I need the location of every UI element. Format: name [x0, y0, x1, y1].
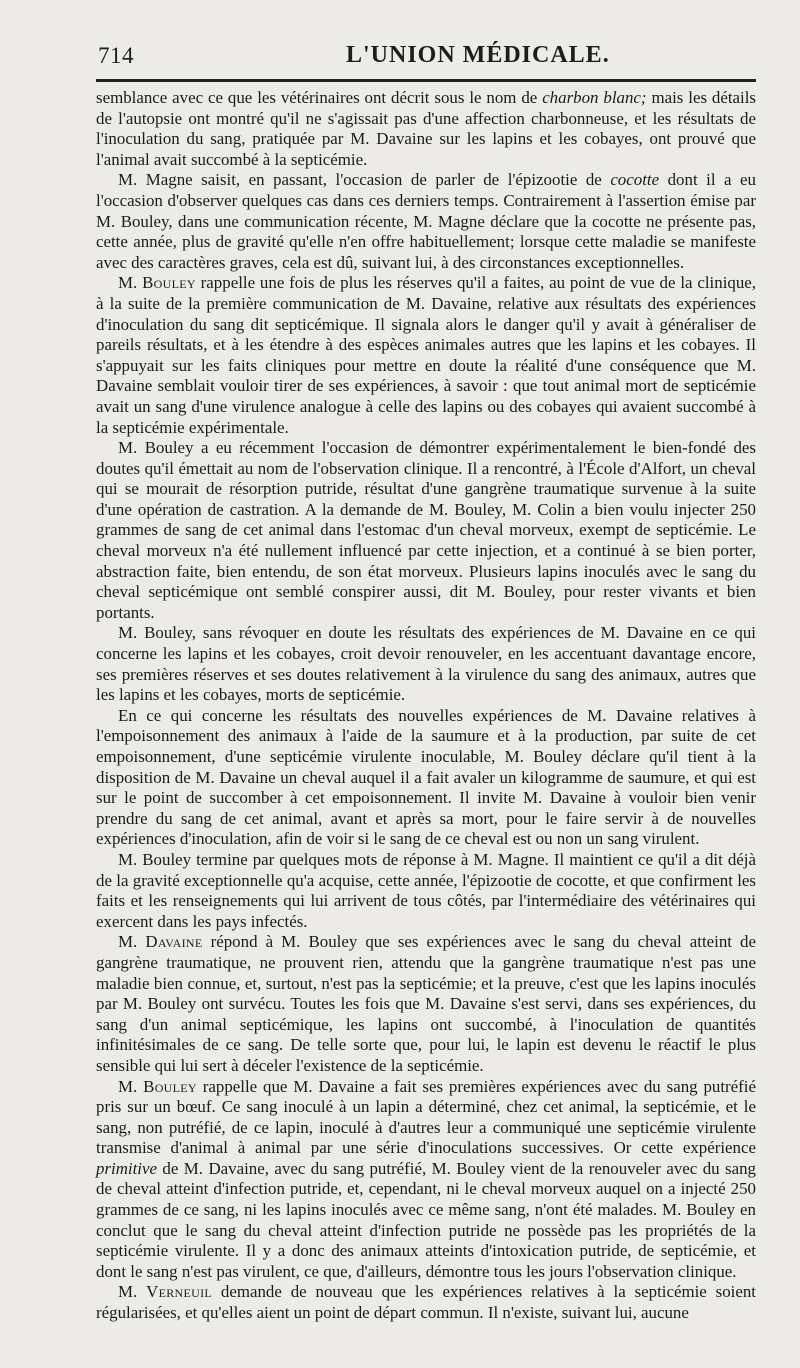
- text-run: répond à M. Bouley que ses expériences avec le sang du cheval atteint de gangrène traumatique, ne prouvent rien, attendu que la gangrène traumatique n'est pas une maladie bien connue, et, surtout, n'est pas la septicémie; et la preuve, c'est que les lapins inoculés par M. Bouley ont survécu. Toutes les fois que M. Davaine s'est servi, dans ses expériences, du sang d'un animal septicémique, les lapins ont succombé, à l'inoculation de quantités infinitésimales de ce sang. De telle sorte que, pour lui, le lapin est devenu le réactif le plus sensible qui lui sert à déceler l'existence de la septicémie.: [96, 932, 756, 1075]
- running-title: L'UNION MÉDICALE.: [346, 42, 610, 68]
- italic-term: primitive: [96, 1158, 157, 1178]
- speaker-name: Verneuil: [146, 1282, 213, 1302]
- speaker-name: Bouley: [143, 1076, 197, 1096]
- text-run: de M. Davaine, avec du sang putréfié, M. Bouley vient de la renouveler avec du sang de cheval atteint d'infection putride, et, cependant, ni le cheval morveux auquel on a injecté 250 grammes de ce sang, ni les lapins inoculés avec ce même sang, n'ont été malades. M. Bouley en conclut que le sang du cheval atteint d'infection putride ne possède pas les propriétés de la septicémie virulente. Il y a donc des animaux atteints d'intoxication putride, de septicémie, et dont le sang n'est pas virulent, ce que, d'ailleurs, démontre tous les jours l'observation clinique.: [96, 1158, 756, 1281]
- paragraph: [96, 850, 756, 932]
- speaker-name: Bouley: [142, 273, 196, 293]
- text-run: M. Bouley a eu récemment l'occasion de démontrer expérimentalement le bien-fondé des doutes qu'il émettait au nom de l'observation clinique. Il a rencontré, à l'École d'Alfort, un cheval qui se mourait de résorption putride, résultat d'une gangrène traumatique survenue à la suite d'une opération de castration. A la demande de M. Bouley, M. Colin a bien voulu injecter 250 grammes de sang de cet animal dans l'estomac d'un cheval morveux, exempt de septicémie. Le cheval morveux n'a été nullement influencé par cette injection, et a continué à se bien porter, abstraction faite, bien entendu, de son état morveux. Plusieurs lapins inoculés avec le sang du cheval septicémique ont semblé conspirer aussi, dit M. Bouley, pour rester vivants et bien portants.: [96, 438, 756, 622]
- speaker-name: Davaine: [145, 932, 203, 952]
- text-run: M.: [118, 1282, 147, 1302]
- page-header: [96, 40, 756, 76]
- text-run: M. Bouley termine par quelques mots de réponse à M. Magne. Il maintient ce qu'il a dit déjà de la gravité exceptionnelle qu'a acquise, cette année, l'épizootie de cocotte, et que confirment les faits et les renseignements qui lui arrivent de tous côtés, par l'intermédiaire des vétérinaires qui exercent dans les pays infectés.: [96, 849, 756, 931]
- article-body: [96, 88, 756, 1324]
- paragraph: [96, 932, 756, 1076]
- page-number: 714: [98, 43, 134, 68]
- text-run: demande de nouveau que les expériences relatives à la septicémie soient régularisées, et qu'elles aient un point de départ commun. Il n'existe, suivant lui, aucune: [96, 1282, 756, 1323]
- header-rule: [96, 79, 756, 82]
- text-run: rappelle une fois de plus les réserves qu'il a faites, au point de vue de la clinique, à la suite de la première communication de M. Davaine, relative aux résultats des expériences d'inoculation du sang dit septicémique. Il signala alors le danger qu'il y avait à généraliser de pareils résultats, et à les étendre à des espèces animales autres que les lapins et les cobayes. Il s'appuyait sur les faits cliniques pour mettre en doute la réalité d'une conséquence que M. Davaine semblait vouloir tirer de ses expériences, à savoir : que tout animal mort de septicémie avait un sang d'une virulence analogue à celle des lapins ou des cobayes qui avaient succombé à la septicémie expérimentale.: [96, 273, 756, 437]
- text-run: En ce qui concerne les résultats des nouvelles expériences de M. Davaine relatives à l'empoisonnement des animaux à l'aide de la saumure et à la production, par suite de cet empoisonnement, d'une septicémie virulente inoculable, M. Bouley déclare qu'il tient à la disposition de M. Davaine un cheval auquel il a fait avaler un kilogramme de saumure, et qui est sur le point de succomber à cet empoisonnement. Il invite M. Davaine à vouloir bien venir prendre du sang de cet animal, avant et après sa mort, pour le faire servir à de nouvelles expériences d'inoculation, afin de voir si le sang de ce cheval est ou non un sang virulent.: [96, 705, 756, 849]
- text-run: semblance avec ce que les vétérinaires ont décrit sous le nom de: [96, 88, 543, 107]
- paragraph: [96, 88, 756, 170]
- text-run: M.: [118, 273, 143, 293]
- text-run: M.: [118, 1076, 144, 1096]
- text-run: M. Magne saisit, en passant, l'occasion de parler de l'épizootie de: [118, 170, 611, 190]
- text-run: rappelle que M. Davaine a fait ses premières expériences avec du sang putréfié pris sur un bœuf. Ce sang inoculé à un lapin a déterminé, chez cet animal, la septicémie, et le sang, non putréfié, de ce lapin, inoculé à d'autres leur a communiqué une septicémie virulente transmise d'animal à animal par une série d'inoculations successives. Or cette expérience: [96, 1076, 756, 1158]
- italic-term: charbon blanc;: [542, 88, 647, 107]
- paragraph: [96, 706, 756, 850]
- text-run: M.: [118, 932, 146, 952]
- italic-term: cocotte: [610, 170, 660, 190]
- text-run: M. Bouley, sans révoquer en doute les résultats des expériences de M. Davaine en ce qui concerne les lapins et les cobayes, croit devoir renouveler, en les accentuant davantage encore, ses premières réserves et ses doutes relativement à la virulence du sang des animaux, autres que les lapins et les cobayes, morts de septicémie.: [96, 623, 756, 705]
- paragraph: [96, 273, 756, 438]
- paragraph: [96, 170, 756, 273]
- paragraph: [96, 623, 756, 705]
- text-run: mais les détails de l'autopsie ont montré qu'il ne s'agissait pas d'une affection charbonneuse, et les résultats de l'inoculation du sang, pratiquée par M. Davaine sur les lapins et les cobayes, ont prouvé que l'animal avait succombé à la septicémie.: [96, 88, 757, 169]
- text-run: dont il a eu l'occasion d'observer quelques cas dans ces derniers temps. Contrairement à l'assertion émise par M. Bouley, dans une communication récente, M. Magne déclare que la cocotte ne présente pas, cette année, plus de gravité qu'elle n'en offre habituellement; lorsque cette maladie se manifeste avec des caractères graves, cela est dû, suivant lui, à des circonstances exceptionnelles.: [96, 170, 757, 272]
- paragraph: [96, 1077, 756, 1283]
- paragraph: [96, 438, 756, 623]
- paragraph: [96, 1282, 756, 1323]
